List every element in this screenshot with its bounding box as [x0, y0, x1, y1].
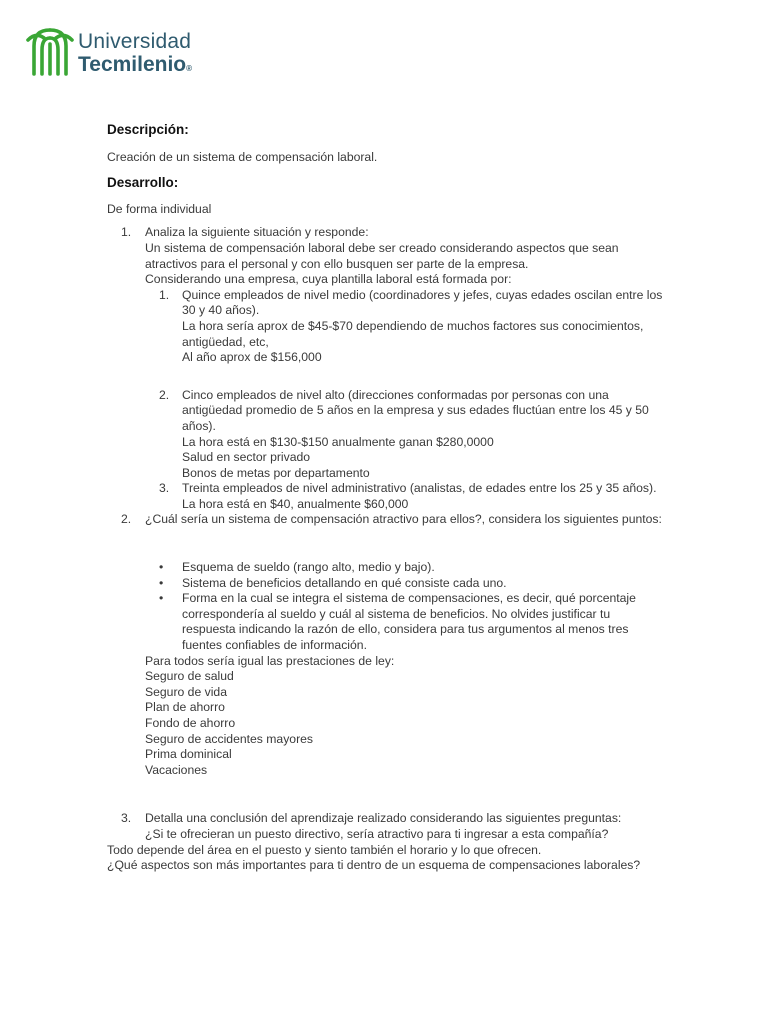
- desarrollo-heading: Desarrollo:: [107, 175, 179, 191]
- benefit-item: Plan de ahorro: [145, 700, 225, 715]
- list-item-2: [107, 512, 667, 778]
- item-number: 1.: [159, 287, 170, 302]
- bullet-item: [145, 560, 667, 576]
- employee-group-item: [145, 481, 667, 512]
- benefit-item: Seguro de vida: [145, 684, 227, 699]
- activity-list: [107, 225, 667, 842]
- list-item-3: [107, 811, 667, 842]
- group-line: Bonos de metas por departamento: [182, 465, 370, 480]
- bullet-item: [145, 591, 667, 653]
- points-list: [145, 560, 667, 654]
- benefit-item: Fondo de ahorro: [145, 716, 236, 730]
- group-line: Treinta empleados de nivel administrativo (analistas, de edades entre los 25 y 35 años).: [182, 481, 657, 496]
- group-line: La hora sería aprox de $45-$70 dependiendo de muchos factores sus conocimientos, antigüedad, etc,: [182, 318, 644, 349]
- benefits-intro: Para todos sería igual las prestaciones de ley:: [145, 653, 395, 668]
- benefit-item: Prima dominical: [145, 747, 232, 762]
- item-3-line: Detalla una conclusión del aprendizaje realizado considerando las siguientes preguntas:: [145, 811, 622, 826]
- bullet-icon: •: [159, 591, 164, 606]
- closing-text: Todo depende del área en el puesto y siento también el horario y lo que ofrecen.: [107, 842, 542, 857]
- employee-group-item: [145, 388, 667, 482]
- item-1-line: Considerando una empresa, cuya plantilla laboral está formada por:: [145, 272, 512, 287]
- descripcion-heading: Descripción:: [107, 122, 189, 137]
- employee-groups-list: [145, 288, 667, 513]
- bullet-text: Sistema de beneficios detallando en qué consiste cada uno.: [182, 575, 507, 590]
- bullet-icon: •: [159, 560, 164, 575]
- logo-text-universidad: Universidad: [78, 30, 192, 53]
- document-body: [107, 120, 667, 874]
- university-logo: [26, 24, 206, 78]
- logo-text-tecmilenio: [78, 53, 192, 77]
- item-number: 1.: [121, 225, 132, 240]
- registered-mark: ®: [186, 64, 193, 73]
- employee-group-item: [145, 288, 667, 366]
- item-number: 2.: [159, 387, 170, 402]
- benefit-item: Vacaciones: [145, 762, 208, 777]
- group-line: La hora está en $130-$150 anualmente ganan $280,0000: [182, 434, 494, 449]
- group-line: Salud en sector privado: [182, 450, 311, 465]
- closing-question: ¿Qué aspectos son más importantes para ti dentro de un esquema de compensaciones laborales?: [107, 858, 641, 873]
- logo-arches-icon: [26, 24, 74, 76]
- desarrollo-intro: De forma individual: [107, 201, 212, 216]
- list-item-1: [107, 225, 667, 512]
- descripcion-text: Creación de un sistema de compensación laboral.: [107, 149, 378, 164]
- benefit-item: Seguro de salud: [145, 669, 234, 684]
- logo-brand-name: Tecmilenio: [78, 53, 187, 76]
- bullet-text: Esquema de sueldo (rango alto, medio y bajo).: [182, 560, 435, 575]
- item-1-line: Analiza la siguiente situación y responde:: [145, 225, 369, 240]
- group-line: Al año aprox de $156,000: [182, 350, 322, 365]
- item-1-line: Un sistema de compensación laboral debe ser creado considerando aspectos que sean atractivos para el personal y con ello busquen ser parte de la empresa.: [145, 240, 619, 271]
- item-number: 3.: [159, 481, 170, 496]
- bullet-icon: •: [159, 575, 164, 590]
- benefit-item: Seguro de accidentes mayores: [145, 731, 314, 746]
- item-2-line: ¿Cuál sería un sistema de compensación atractivo para ellos?, considera los siguientes puntos:: [145, 512, 662, 527]
- item-3-line: ¿Si te ofrecieran un puesto directivo, sería atractivo para ti ingresar a esta compañía?: [145, 826, 609, 841]
- item-number: 3.: [121, 811, 132, 826]
- bullet-item: [145, 576, 667, 592]
- item-number: 2.: [121, 512, 132, 527]
- group-line: La hora está en $40, anualmente $60,000: [182, 496, 409, 511]
- bullet-text: Forma en la cual se integra el sistema de compensaciones, es decir, qué porcentaje correspondería al sueldo y cuál al sistema de beneficios. No olvides justificar tu respuesta indicando la razón de ello, considera para tus argumentos al menos tres fuentes confiables de información.: [182, 591, 636, 653]
- group-line: Cinco empleados de nivel alto (direcciones conformadas por personas con una antigüedad promedio de 5 años en la empresa y sus edades fluctúan entre los 45 y 50 años).: [182, 387, 649, 433]
- group-line: Quince empleados de nivel medio (coordinadores y jefes, cuyas edades oscilan entre los 30 y 40 años).: [182, 287, 663, 318]
